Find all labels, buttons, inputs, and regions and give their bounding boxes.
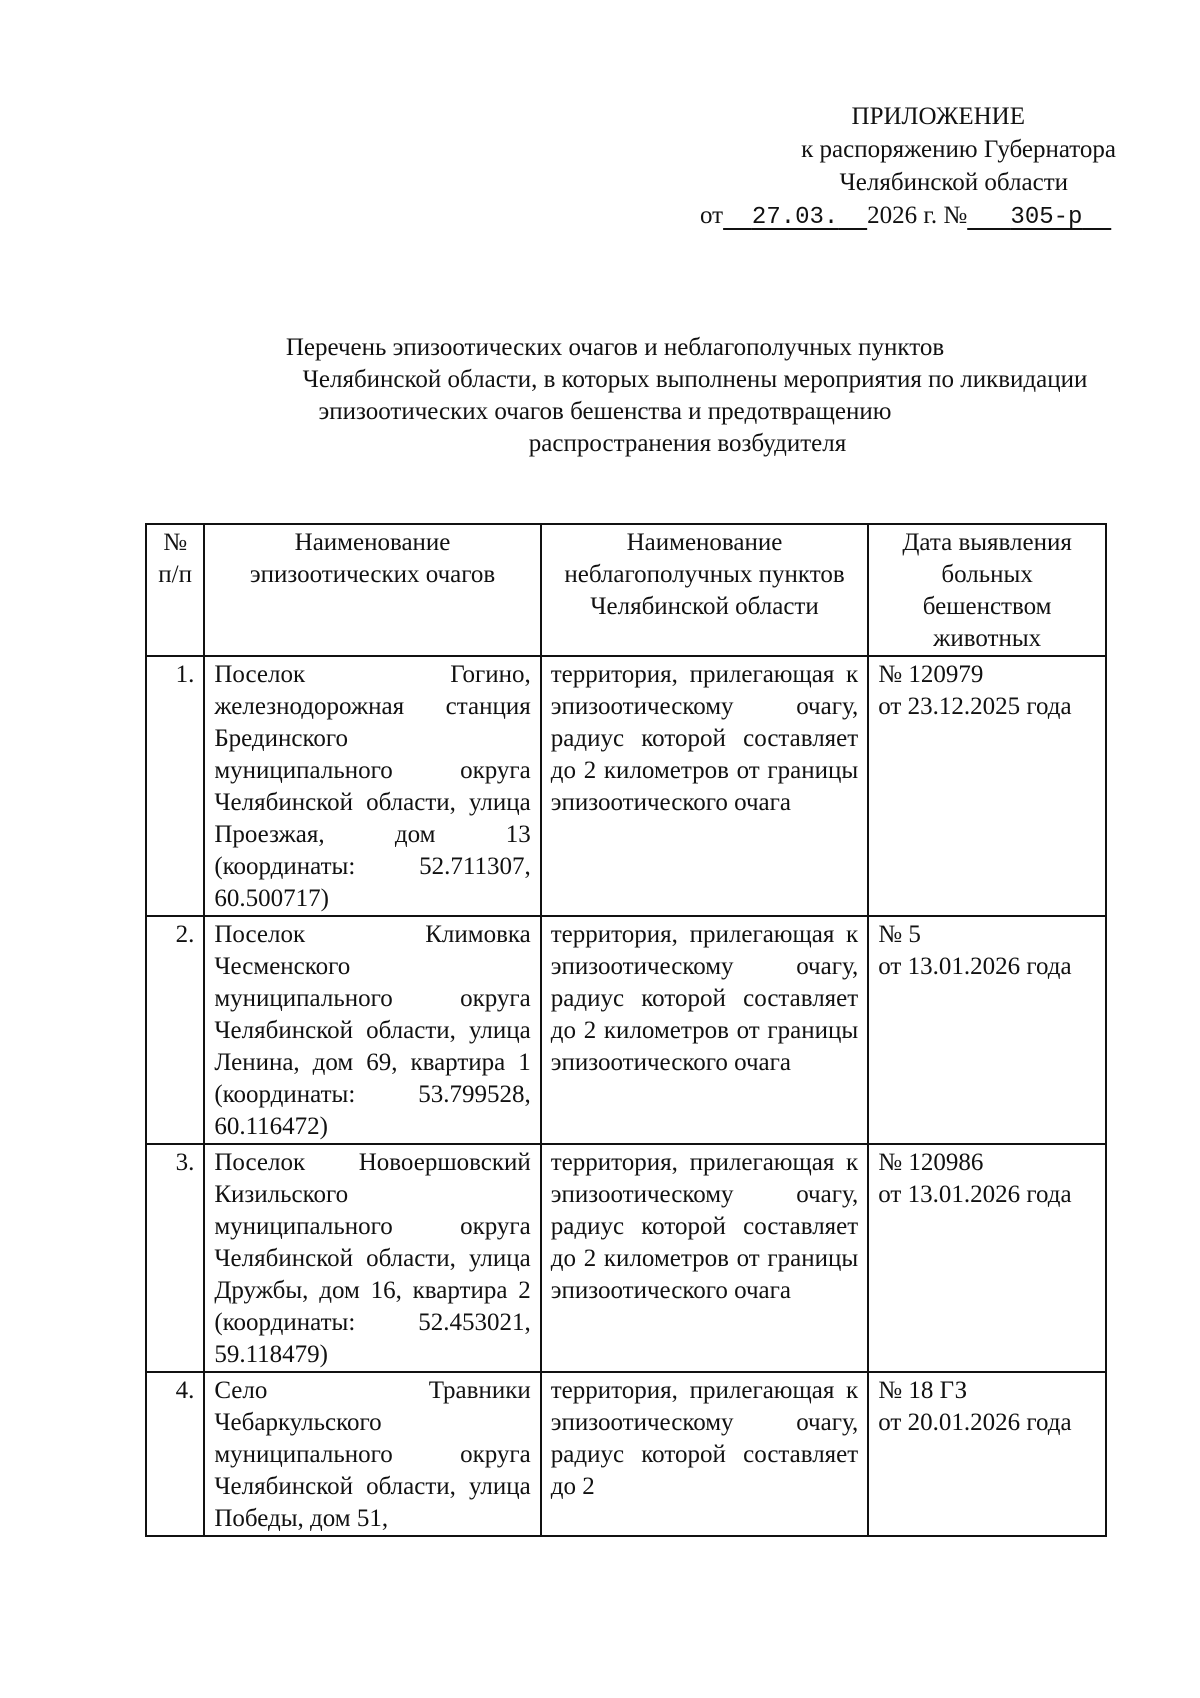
point-cell: территория, прилегающая к эпизоотическому очагу, радиус которой составляет до 2 километров от границы эпизоотического очага — [541, 656, 868, 916]
detection-date: от 13.01.2026 года — [878, 953, 1072, 980]
table-row — [146, 1144, 1106, 1372]
date-prefix: от — [700, 202, 724, 229]
appendix-title: ПРИЛОЖЕНИЕ — [851, 103, 1025, 130]
heading-line: эпизоотических очагов бешенства и предотвращению — [318, 398, 892, 425]
row-number: 4. — [146, 1372, 204, 1536]
date-cell — [868, 1372, 1106, 1536]
point-cell: территория, прилегающая к эпизоотическому очагу, радиус которой составляет до 2 — [541, 1372, 868, 1536]
appendix-order-line: к распоряжению Губернатора — [801, 136, 1116, 163]
header-focus: Наименование эпизоотических очагов — [204, 524, 540, 656]
row-number: 2. — [146, 916, 204, 1144]
header-num: № п/п — [146, 524, 204, 656]
focus-cell: Село Травники Чебаркульского муниципального округа Челябинской области, улица Победы, дом 51, — [204, 1372, 540, 1536]
point-cell: территория, прилегающая к эпизоотическому очагу, радиус которой составляет до 2 километров от границы эпизоотического очага — [541, 1144, 868, 1372]
focus-cell: Поселок Климовка Чесменского муниципального округа Челябинской области, улица Ленина, дом 69, квартира 1 (координаты: 53.799528, 60.116472) — [204, 916, 540, 1144]
heading-line: Челябинской области, в которых выполнены мероприятия по ликвидации — [302, 366, 1088, 393]
document-heading — [0, 332, 1200, 460]
record-number: № 120979 — [878, 661, 984, 688]
date-cell — [868, 916, 1106, 1144]
date-cell — [868, 1144, 1106, 1372]
table-header-row — [146, 524, 1106, 656]
heading-line: Перечень эпизоотических очагов и неблагополучных пунктов — [285, 334, 945, 361]
table-row — [146, 916, 1106, 1144]
table-row — [146, 656, 1106, 916]
detection-date: от 13.01.2026 года — [878, 1181, 1072, 1208]
detection-date: от 20.01.2026 года — [878, 1409, 1072, 1436]
document-number: 305-р — [1010, 204, 1083, 231]
date-cell — [868, 656, 1106, 916]
table-row — [146, 1372, 1106, 1536]
row-number: 1. — [146, 656, 204, 916]
header-point: Наименование неблагополучных пунктов Челябинской области — [541, 524, 868, 656]
record-number: № 18 ГЗ — [878, 1377, 968, 1404]
record-number: № 5 — [878, 921, 921, 948]
header-date: Дата выявления больных бешенством животных — [868, 524, 1106, 656]
date-year: 2026 г. № — [867, 202, 968, 229]
focus-cell: Поселок Новоершовский Кизильского муниципального округа Челябинской области, улица Дружбы, дом 16, квартира 2 (координаты: 52.453021, 59.118479) — [204, 1144, 540, 1372]
point-cell: территория, прилегающая к эпизоотическому очагу, радиус которой составляет до 2 километров от границы эпизоотического очага — [541, 916, 868, 1144]
row-number: 3. — [146, 1144, 204, 1372]
focus-cell: Поселок Гогино, железнодорожная станция Брединского муниципального округа Челябинской области, улица Проезжая, дом 13 (координаты: 52.711307, 60.500717) — [204, 656, 540, 916]
appendix-date-line — [700, 199, 1120, 234]
registry-table — [145, 523, 1107, 1537]
detection-date: от 23.12.2025 года — [878, 693, 1072, 720]
record-number: № 120986 — [878, 1149, 984, 1176]
appendix-block — [700, 100, 1120, 234]
date-value: 27.03. — [751, 204, 839, 231]
appendix-region-line: Челябинской области — [839, 169, 1068, 196]
heading-line: распространения возбудителя — [528, 430, 847, 457]
